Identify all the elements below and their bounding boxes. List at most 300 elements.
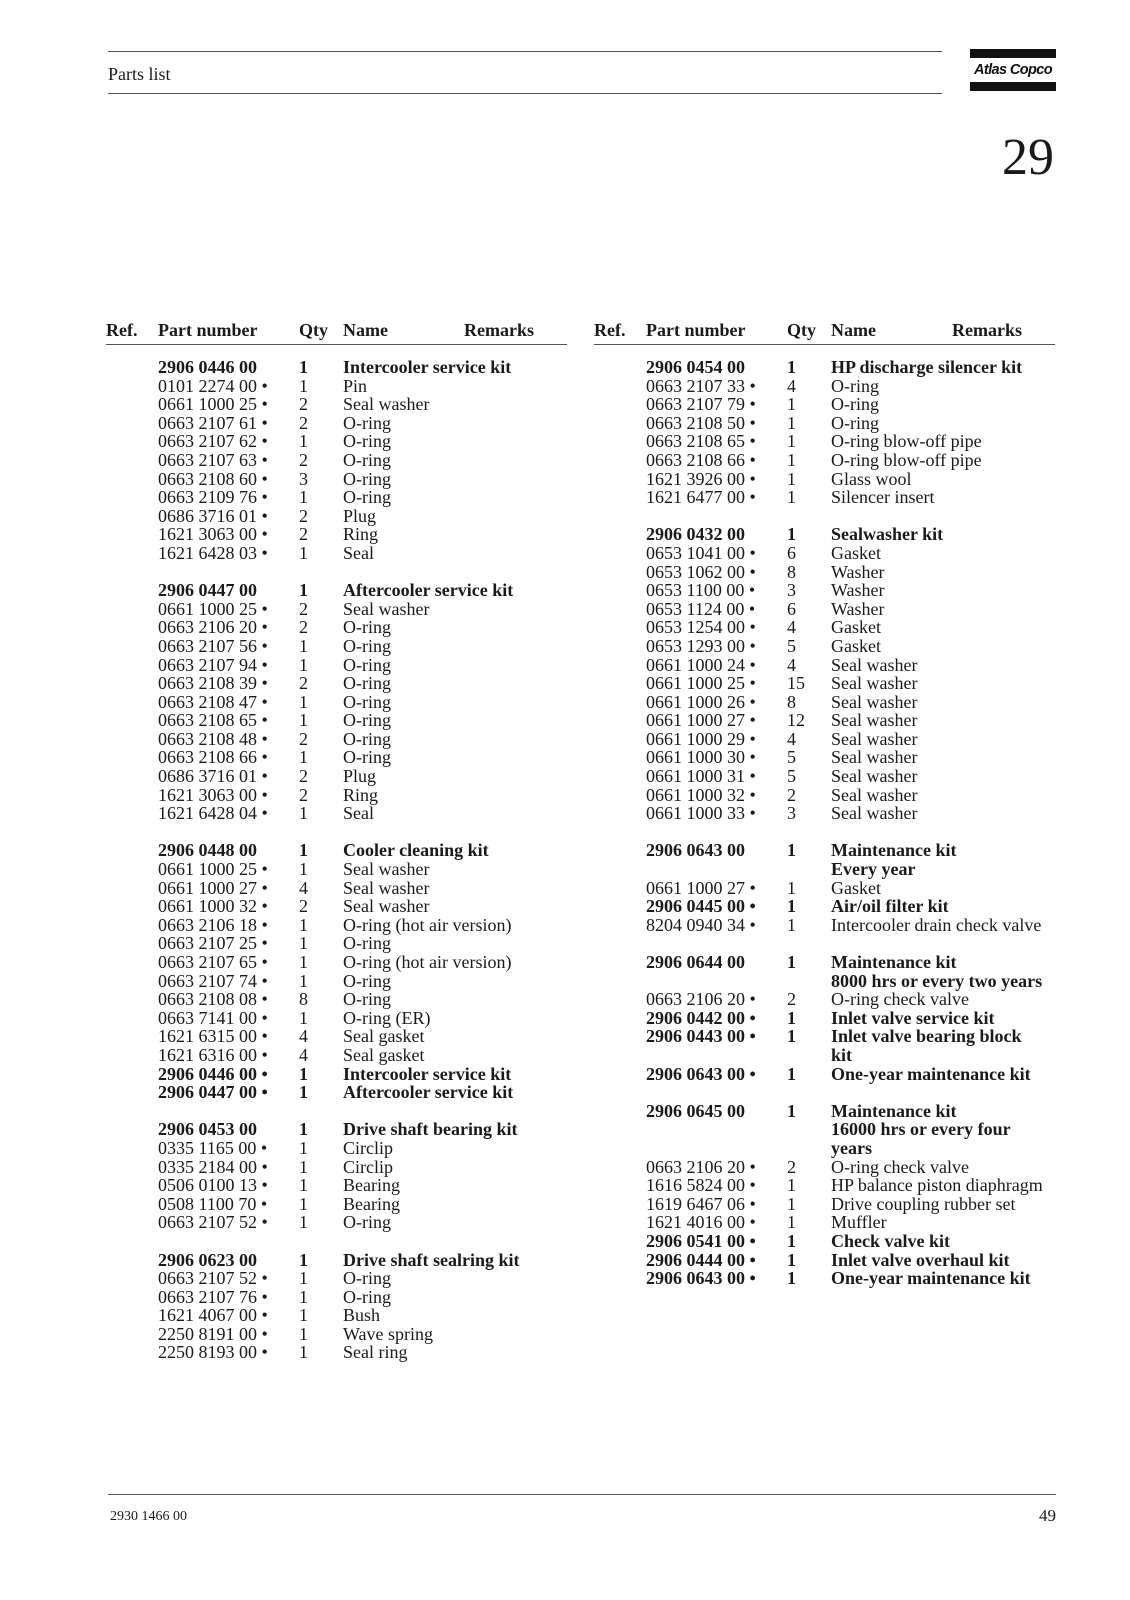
quantity: 1 [299,1007,308,1028]
quantity: 2 [299,505,308,526]
part-row [158,451,568,470]
part-number: 0663 2107 56 • [158,635,268,656]
part-number: 1619 6467 06 • [646,1193,756,1214]
quantity: 2 [299,728,308,749]
part-row [646,897,1056,916]
part-row [158,1009,568,1028]
part-row [646,841,1056,860]
part-number: 0661 1000 29 • [646,728,756,749]
quantity: 4 [299,1044,308,1065]
part-number: 2906 0444 00 • [646,1249,756,1270]
part-number: 0663 2108 50 • [646,412,756,433]
part-row [646,451,1056,470]
part-number: 0663 2108 08 • [158,989,268,1010]
part-name: O-ring [343,468,391,489]
part-row [646,1232,1056,1251]
part-number: 0661 1000 25 • [646,673,756,694]
quantity: 2 [299,449,308,470]
quantity: 2 [787,989,796,1010]
part-number: 1621 6428 04 • [158,803,268,824]
part-name: Inlet valve service kit [831,1007,995,1028]
part-name: One-year maintenance kit [831,1063,1031,1084]
part-row [158,860,568,879]
part-name: Bush [343,1305,381,1326]
col-part-number: Part number [158,320,258,340]
part-row [158,581,568,600]
part-row [158,953,568,972]
part-number: 0661 1000 24 • [646,654,756,675]
quantity: 1 [299,635,308,656]
part-name: O-ring (hot air version) [343,914,512,935]
quantity: 1 [787,952,796,972]
part-row [158,711,568,730]
part-name: O-ring (hot air version) [343,952,512,972]
part-row [158,1158,568,1177]
part-row [646,1102,1056,1121]
part-row [646,674,1056,693]
row-spacer [158,823,568,842]
quantity: 1 [299,970,308,991]
quantity: 1 [299,580,308,601]
part-name: Maintenance kit [831,840,957,861]
part-row [646,1009,1056,1028]
part-name: Wave spring [343,1323,434,1344]
part-name: O-ring [343,970,391,991]
quantity: 1 [299,1286,308,1307]
right-parts-list [646,358,1056,1288]
part-name: O-ring blow-off pipe [831,449,982,470]
part-number: 0661 1000 25 • [158,859,268,880]
part-row [646,377,1056,396]
part-number: 0653 1293 00 • [646,635,756,656]
part-name: O-ring (ER) [343,1007,431,1028]
document-number: 2930 1466 00 [110,1509,187,1524]
row-spacer [158,1232,568,1251]
part-row [646,1046,1056,1065]
quantity: 1 [299,1119,308,1140]
col-remarks: Remarks [952,320,1022,340]
header-top-rule [108,51,942,52]
part-row [158,786,568,805]
quantity: 1 [787,1212,796,1233]
part-name: Maintenance kit [831,1100,957,1121]
quantity: 1 [299,1193,308,1214]
part-number: 0686 3716 01 • [158,766,268,787]
part-name: Seal washer [831,691,918,712]
part-name: O-ring check valve [831,989,969,1010]
part-number: 0663 2106 20 • [646,1156,756,1177]
quantity: 1 [299,431,308,452]
quantity: 6 [787,542,796,563]
part-row [646,860,1056,879]
part-name: O-ring [343,933,391,954]
quantity: 2 [787,1156,796,1177]
part-name: O-ring [343,989,391,1010]
part-name: Intercooler service kit [343,357,512,377]
part-row [646,544,1056,563]
part-name: Bearing [343,1175,400,1196]
part-row [158,674,568,693]
quantity: 15 [787,673,805,694]
part-number: 2906 0445 00 • [646,896,756,917]
quantity: 2 [787,784,796,805]
part-number: 0661 1000 26 • [646,691,756,712]
quantity: 2 [299,784,308,805]
quantity: 4 [787,728,796,749]
part-name: Gasket [831,877,881,898]
logo-top-bar [970,49,1056,58]
quantity: 2 [299,524,308,545]
part-number: 1621 3063 00 • [158,524,268,545]
right-column-header [594,318,1055,345]
part-number: 1621 4067 00 • [158,1305,268,1326]
quantity: 6 [787,598,796,619]
part-number: 2906 0645 00 [646,1100,745,1121]
quantity: 1 [787,1063,796,1084]
part-number: 0661 1000 30 • [646,747,756,768]
part-number: 1621 6315 00 • [158,1026,268,1047]
part-row [646,972,1056,991]
part-number: 0663 2107 62 • [158,431,268,452]
part-row [158,1046,568,1065]
part-name: Muffler [831,1212,887,1233]
part-number: 2906 0443 00 • [646,1026,756,1047]
logo-wordmark: Atlas Copco [974,62,1052,78]
part-row [646,395,1056,414]
header-bottom-rule [108,93,942,94]
quantity: 1 [787,524,796,545]
quantity: 3 [299,468,308,489]
part-number: 0663 2108 48 • [158,728,268,749]
part-number: 8204 0940 34 • [646,914,756,935]
part-number: 1621 6428 03 • [158,542,268,563]
part-name: Drive shaft sealring kit [343,1249,520,1270]
part-number: 2906 0644 00 [646,952,745,972]
part-row [646,470,1056,489]
quantity: 1 [299,487,308,508]
part-name: Washer [831,561,885,582]
row-spacer [646,823,1056,842]
quantity: 1 [299,859,308,880]
part-name: Pin [343,375,368,396]
part-number: 0663 2108 66 • [158,747,268,768]
part-row [158,1343,568,1362]
quantity: 1 [299,803,308,824]
part-name: Gasket [831,542,881,563]
part-name: Seal gasket [343,1026,425,1047]
part-row [646,730,1056,749]
part-name: Circlip [343,1137,393,1158]
part-name: O-ring check valve [831,1156,969,1177]
part-number: 0663 2108 66 • [646,449,756,470]
part-row [158,1325,568,1344]
part-number: 0663 2108 65 • [646,431,756,452]
part-row [158,525,568,544]
row-spacer [158,1102,568,1121]
col-name: Name [343,320,388,340]
part-row [158,414,568,433]
part-number: 2906 0442 00 • [646,1007,756,1028]
quantity: 1 [787,412,796,433]
part-row [646,656,1056,675]
left-parts-list [158,358,568,1362]
part-name: O-ring [343,1268,391,1289]
quantity: 1 [299,357,308,377]
part-row [158,748,568,767]
part-name: O-ring [343,1286,391,1307]
part-row [158,1027,568,1046]
part-name: One-year maintenance kit [831,1268,1031,1289]
atlas-copco-logo [970,49,1056,91]
row-spacer [646,934,1056,953]
part-name: O-ring [343,635,391,656]
quantity: 4 [787,375,796,396]
part-row [158,916,568,935]
part-number: 1621 3063 00 • [158,784,268,805]
part-row [158,600,568,619]
part-row [158,1213,568,1232]
quantity: 1 [299,840,308,861]
quantity: 1 [299,1063,308,1084]
part-name: O-ring [343,487,391,508]
quantity: 1 [787,431,796,452]
part-row [158,1288,568,1307]
quantity: 1 [787,1007,796,1028]
quantity: 4 [299,1026,308,1047]
part-row [646,1120,1056,1139]
row-spacer [646,1083,1056,1102]
part-name: O-ring [343,747,391,768]
quantity: 1 [787,1026,796,1047]
part-number: 2906 0623 00 [158,1249,257,1270]
part-name: Circlip [343,1156,393,1177]
part-row [646,618,1056,637]
part-name: O-ring [831,394,879,415]
part-number: 0663 2107 76 • [158,1286,268,1307]
part-number: 0653 1041 00 • [646,542,756,563]
part-row [646,1213,1056,1232]
quantity: 1 [299,542,308,563]
part-row [646,488,1056,507]
part-number: 0661 1000 32 • [158,896,268,917]
part-name: Drive shaft bearing kit [343,1119,518,1140]
part-number: 0661 1000 27 • [646,710,756,731]
quantity: 2 [299,598,308,619]
part-name: Seal [343,803,374,824]
quantity: 1 [299,747,308,768]
part-name: Seal washer [831,803,918,824]
part-number: 2906 0643 00 • [646,1268,756,1289]
part-row [158,879,568,898]
part-name: HP discharge silencer kit [831,357,1023,377]
quantity: 1 [787,468,796,489]
part-name: Seal washer [831,728,918,749]
quantity: 3 [787,580,796,601]
part-number: 2906 0446 00 [158,357,257,377]
part-row [646,1158,1056,1177]
part-row [158,1269,568,1288]
part-row [158,1251,568,1270]
row-spacer [646,507,1056,526]
part-row [646,711,1056,730]
part-row [158,358,568,377]
part-row [646,1269,1056,1288]
part-number: 0663 2106 20 • [158,617,268,638]
part-number: 0661 1000 32 • [646,784,756,805]
part-number: 0101 2274 00 • [158,375,268,396]
part-name: Inlet valve bearing block [831,1026,1022,1047]
part-row [158,618,568,637]
part-number: 0661 1000 27 • [158,877,268,898]
part-number: 0335 1165 00 • [158,1137,268,1158]
part-number: 0663 2109 76 • [158,487,268,508]
part-name: O-ring [343,449,391,470]
part-row [646,1176,1056,1195]
quantity: 1 [299,1249,308,1270]
part-name: Washer [831,580,885,601]
part-row [158,1195,568,1214]
part-name: Cooler cleaning kit [343,840,489,861]
col-remarks: Remarks [464,320,534,340]
quantity: 1 [787,394,796,415]
part-name: Gasket [831,617,881,638]
part-number: 2906 0432 00 [646,524,745,545]
quantity: 2 [299,412,308,433]
quantity: 2 [299,896,308,917]
part-name: Seal washer [831,747,918,768]
part-number: 0663 2106 18 • [158,914,268,935]
part-number: 2906 0446 00 • [158,1063,268,1084]
part-name: O-ring blow-off pipe [831,431,982,452]
quantity: 1 [787,877,796,898]
part-number: 0663 2107 79 • [646,394,756,415]
part-number: 0663 2107 25 • [158,933,268,954]
part-number: 2250 8193 00 • [158,1342,268,1363]
part-number: 0663 2108 60 • [158,468,268,489]
col-name: Name [831,320,876,340]
part-number: 2906 0447 00 • [158,1082,268,1103]
part-number: 0663 2108 47 • [158,691,268,712]
part-row [646,414,1056,433]
part-name: Seal washer [343,598,430,619]
part-row [646,748,1056,767]
part-row [158,544,568,563]
part-row [646,1065,1056,1084]
part-number: 0661 1000 25 • [158,598,268,619]
part-row [158,804,568,823]
part-row [646,358,1056,377]
part-number: 0663 7141 00 • [158,1007,268,1028]
part-name: Seal washer [343,896,430,917]
quantity: 2 [299,394,308,415]
part-name: Aftercooler service kit [343,1082,514,1103]
part-row [158,470,568,489]
part-name: Seal washer [831,766,918,787]
part-name: O-ring [831,412,879,433]
col-ref: Ref. [106,320,138,340]
part-number: 0663 2106 20 • [646,989,756,1010]
quantity: 5 [787,747,796,768]
quantity: 1 [299,691,308,712]
part-name: O-ring [343,691,391,712]
part-row [158,377,568,396]
part-row [158,488,568,507]
part-name: O-ring [343,654,391,675]
quantity: 1 [299,375,308,396]
part-row [158,656,568,675]
left-column-header [106,318,567,345]
quantity: 2 [299,617,308,638]
part-row [158,990,568,1009]
part-name: Plug [343,505,377,526]
part-number: 0663 2107 65 • [158,952,268,972]
part-row [646,525,1056,544]
part-name: Gasket [831,635,881,656]
part-name: Every year [831,859,916,880]
quantity: 1 [787,1249,796,1270]
part-number: 0653 1254 00 • [646,617,756,638]
part-name: Seal washer [343,859,430,880]
part-number: 1621 4016 00 • [646,1212,756,1233]
part-row [646,600,1056,619]
part-name: Check valve kit [831,1230,950,1251]
quantity: 12 [787,710,805,731]
part-name: O-ring [343,728,391,749]
part-name: O-ring [831,375,879,396]
part-row [158,972,568,991]
quantity: 5 [787,766,796,787]
part-number: 1621 6316 00 • [158,1044,268,1065]
part-number: 1621 6477 00 • [646,487,756,508]
row-spacer [158,563,568,582]
quantity: 4 [299,877,308,898]
quantity: 1 [787,840,796,861]
part-name: Seal washer [343,877,430,898]
part-row [158,1306,568,1325]
part-name: O-ring [343,673,391,694]
part-name: Seal ring [343,1342,408,1363]
quantity: 1 [787,487,796,508]
part-row [158,1176,568,1195]
page-number: 49 [1039,1506,1056,1525]
part-row [646,581,1056,600]
quantity: 2 [299,673,308,694]
part-name: O-ring [343,617,391,638]
part-name: kit [831,1044,853,1065]
part-name: HP balance piston diaphragm [831,1175,1043,1196]
part-name: Seal washer [831,654,918,675]
quantity: 8 [787,691,796,712]
col-part-number: Part number [646,320,746,340]
quantity: 1 [299,1305,308,1326]
quantity: 1 [787,357,796,377]
part-row [158,841,568,860]
logo-bottom-bar [970,82,1056,91]
part-name: O-ring [343,412,391,433]
part-number: 0686 3716 01 • [158,505,268,526]
col-qty: Qty [299,320,328,340]
part-number: 0663 2107 74 • [158,970,268,991]
part-number: 2906 0643 00 [646,840,745,861]
part-number: 2906 0541 00 • [646,1230,756,1251]
quantity: 8 [299,989,308,1010]
part-name: Ring [343,784,379,805]
part-row [158,395,568,414]
part-number: 2906 0454 00 [646,357,745,377]
part-number: 0335 2184 00 • [158,1156,268,1177]
part-row [158,637,568,656]
part-name: Seal gasket [343,1044,425,1065]
